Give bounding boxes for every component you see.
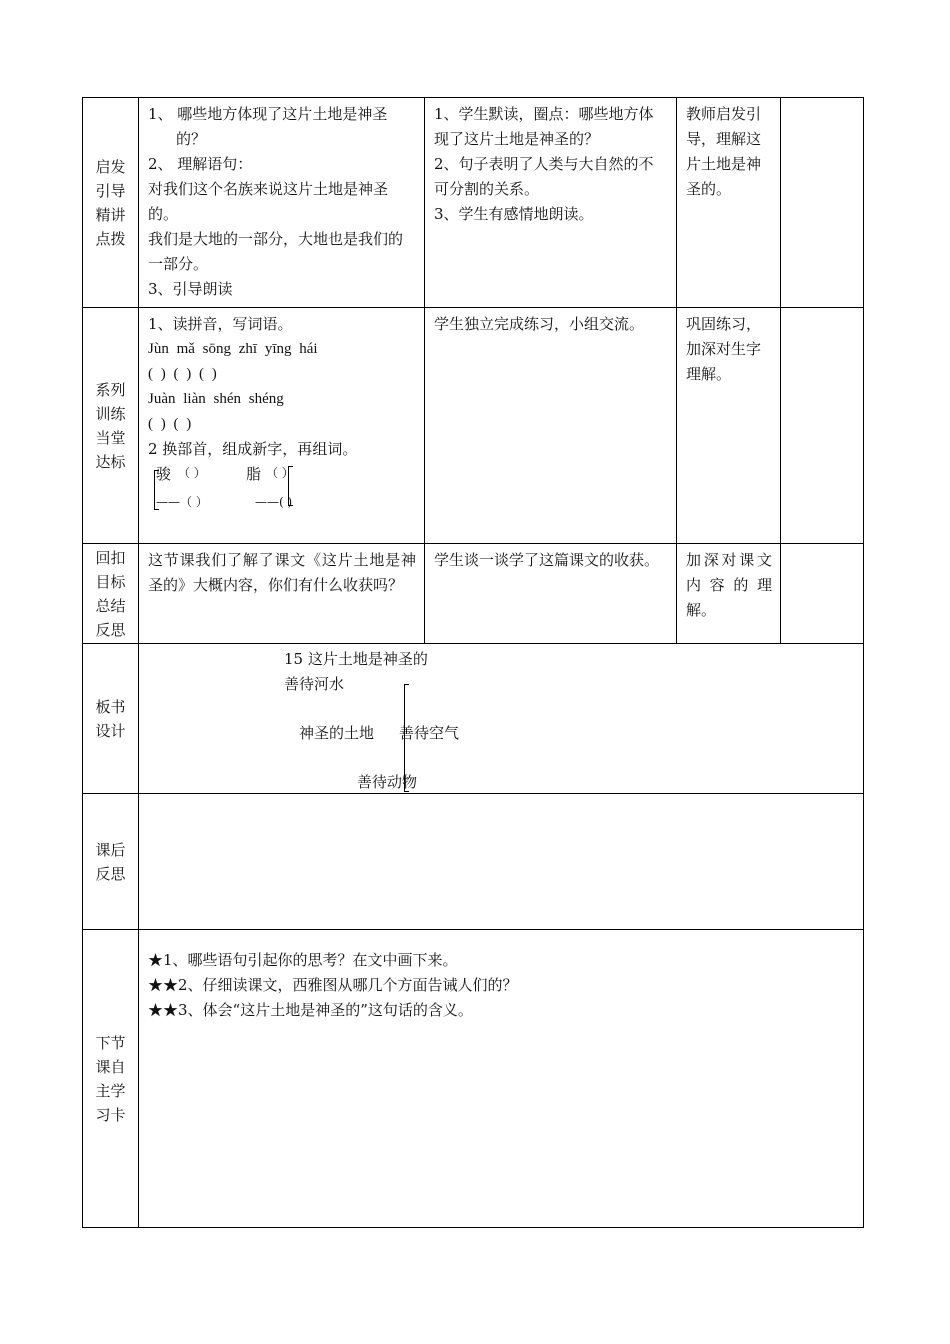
label-line: 启发 bbox=[95, 157, 126, 176]
answer-blank: （ ） bbox=[178, 466, 206, 480]
label-line: 板书 bbox=[95, 697, 126, 716]
student-activity-guide bbox=[425, 98, 677, 308]
empty-cell bbox=[781, 544, 864, 644]
reflection-area bbox=[139, 794, 864, 930]
text-line: 加深对课文内容的理解。 bbox=[686, 551, 772, 619]
label-line: 当堂 bbox=[95, 428, 126, 447]
row-label-guide bbox=[83, 98, 139, 308]
text-line: 1、读拼音，写词语。 bbox=[148, 315, 293, 333]
text-line: 3、引导朗读 bbox=[148, 280, 233, 298]
text-line: 1、学生默读，圈点：哪些地方体现了这片土地是神圣的？ bbox=[434, 105, 654, 148]
answer-blank: ——( ) bbox=[255, 495, 293, 509]
empty-cell bbox=[781, 98, 864, 308]
label-line: 总结 bbox=[95, 596, 126, 615]
label-line: 课自 bbox=[95, 1057, 126, 1076]
brace-icon bbox=[154, 470, 155, 510]
blanks-line: ( ) ( ) bbox=[148, 416, 192, 432]
text-line: 巩固练习，加深对生字理解。 bbox=[686, 315, 762, 383]
row-label-board bbox=[83, 644, 139, 794]
text-line: 教师启发引导，理解这片土地是神圣的。 bbox=[686, 105, 762, 198]
task-item: ★1、哪些语句引起你的思考？在文中画下来。 bbox=[148, 951, 458, 969]
label-line: 设计 bbox=[95, 721, 126, 740]
text-line: 3、学生有感情地朗读。 bbox=[434, 205, 594, 223]
text-line: 的？ bbox=[176, 130, 207, 148]
row-practice bbox=[83, 308, 864, 544]
board-design bbox=[139, 644, 864, 794]
row-guide bbox=[83, 98, 864, 308]
teacher-activity-summary bbox=[139, 544, 425, 644]
label-line: 目标 bbox=[95, 572, 126, 591]
row-label-next-lesson bbox=[83, 930, 139, 1228]
label-line: 课后 bbox=[95, 840, 126, 859]
row-label-summary bbox=[83, 544, 139, 644]
answer-blank: （ ） bbox=[266, 466, 294, 480]
label-line: 精讲 bbox=[95, 205, 126, 224]
label-line: 回扣 bbox=[95, 548, 126, 567]
row-board bbox=[83, 644, 864, 794]
row-reflection bbox=[83, 794, 864, 930]
board-title: 15 这片土地是神圣的 bbox=[284, 650, 428, 668]
text-line: 这节课我们了解了课文《这片土地是神圣的》大概内容，你们有什么收获吗？ bbox=[148, 551, 416, 594]
text-line: 1、 哪些地方体现了这片土地是神圣 bbox=[148, 105, 388, 123]
row-next-lesson bbox=[83, 930, 864, 1228]
label-line: 引导 bbox=[95, 181, 126, 200]
design-intent-guide bbox=[677, 98, 781, 308]
board-item: 善待河水 bbox=[284, 675, 345, 693]
label-line: 习卡 bbox=[95, 1105, 126, 1124]
radical-char: 脂 bbox=[246, 465, 262, 483]
text-line: 学生独立完成练习，小组交流。 bbox=[434, 315, 645, 333]
design-intent-practice bbox=[677, 308, 781, 544]
label-line: 系列 bbox=[95, 380, 126, 399]
text-line: 对我们这个名族来说这片土地是神圣的。 bbox=[148, 180, 389, 223]
label-line: 下节 bbox=[95, 1033, 126, 1052]
board-layout bbox=[139, 644, 863, 793]
board-item: 善待空气 bbox=[399, 724, 460, 742]
label-line: 反思 bbox=[95, 864, 126, 883]
text-line: 我们是大地的一部分，大地也是我们的一部分。 bbox=[148, 230, 404, 273]
answer-blank: ——（ ） bbox=[156, 495, 208, 509]
text-line: 学生谈一谈学了这篇课文的收获。 bbox=[434, 551, 660, 569]
pinyin-line: Jùn mǎ sōng zhī yīng hái bbox=[148, 341, 318, 357]
label-line: 主学 bbox=[95, 1081, 126, 1100]
row-summary bbox=[83, 544, 864, 644]
pinyin-line: Juàn liàn shén shéng bbox=[148, 391, 284, 407]
self-study-tasks bbox=[139, 930, 864, 1228]
label-line: 达标 bbox=[95, 452, 126, 471]
teacher-activity-practice bbox=[139, 308, 425, 544]
task-item: ★★3、体会“这片土地是神圣的”这句话的含义。 bbox=[148, 1001, 473, 1019]
label-line: 点拨 bbox=[95, 229, 126, 248]
blanks-line: ( ) ( ) ( ) bbox=[148, 366, 217, 382]
radical-exercise bbox=[148, 462, 416, 512]
board-item: 善待动物 bbox=[357, 773, 418, 791]
label-line: 训练 bbox=[95, 404, 126, 423]
task-item: ★★2、仔细读课文，西雅图从哪几个方面告诫人们的？ bbox=[148, 976, 518, 994]
text-line: 2 换部首，组成新字，再组词。 bbox=[148, 440, 358, 458]
design-intent-summary bbox=[677, 544, 781, 644]
empty-cell bbox=[781, 308, 864, 544]
student-activity-practice bbox=[425, 308, 677, 544]
student-activity-summary bbox=[425, 544, 677, 644]
text-line: 2、 理解语句： bbox=[148, 155, 253, 173]
lesson-plan-table bbox=[82, 97, 864, 1228]
row-label-reflection bbox=[83, 794, 139, 930]
radical-char: 骏 bbox=[156, 465, 172, 483]
label-line: 反思 bbox=[95, 620, 126, 639]
board-main: 神圣的土地 bbox=[299, 724, 375, 742]
teacher-activity-guide bbox=[139, 98, 425, 308]
row-label-practice bbox=[83, 308, 139, 544]
text-line: 2、句子表明了人类与大自然的不可分割的关系。 bbox=[434, 155, 654, 198]
